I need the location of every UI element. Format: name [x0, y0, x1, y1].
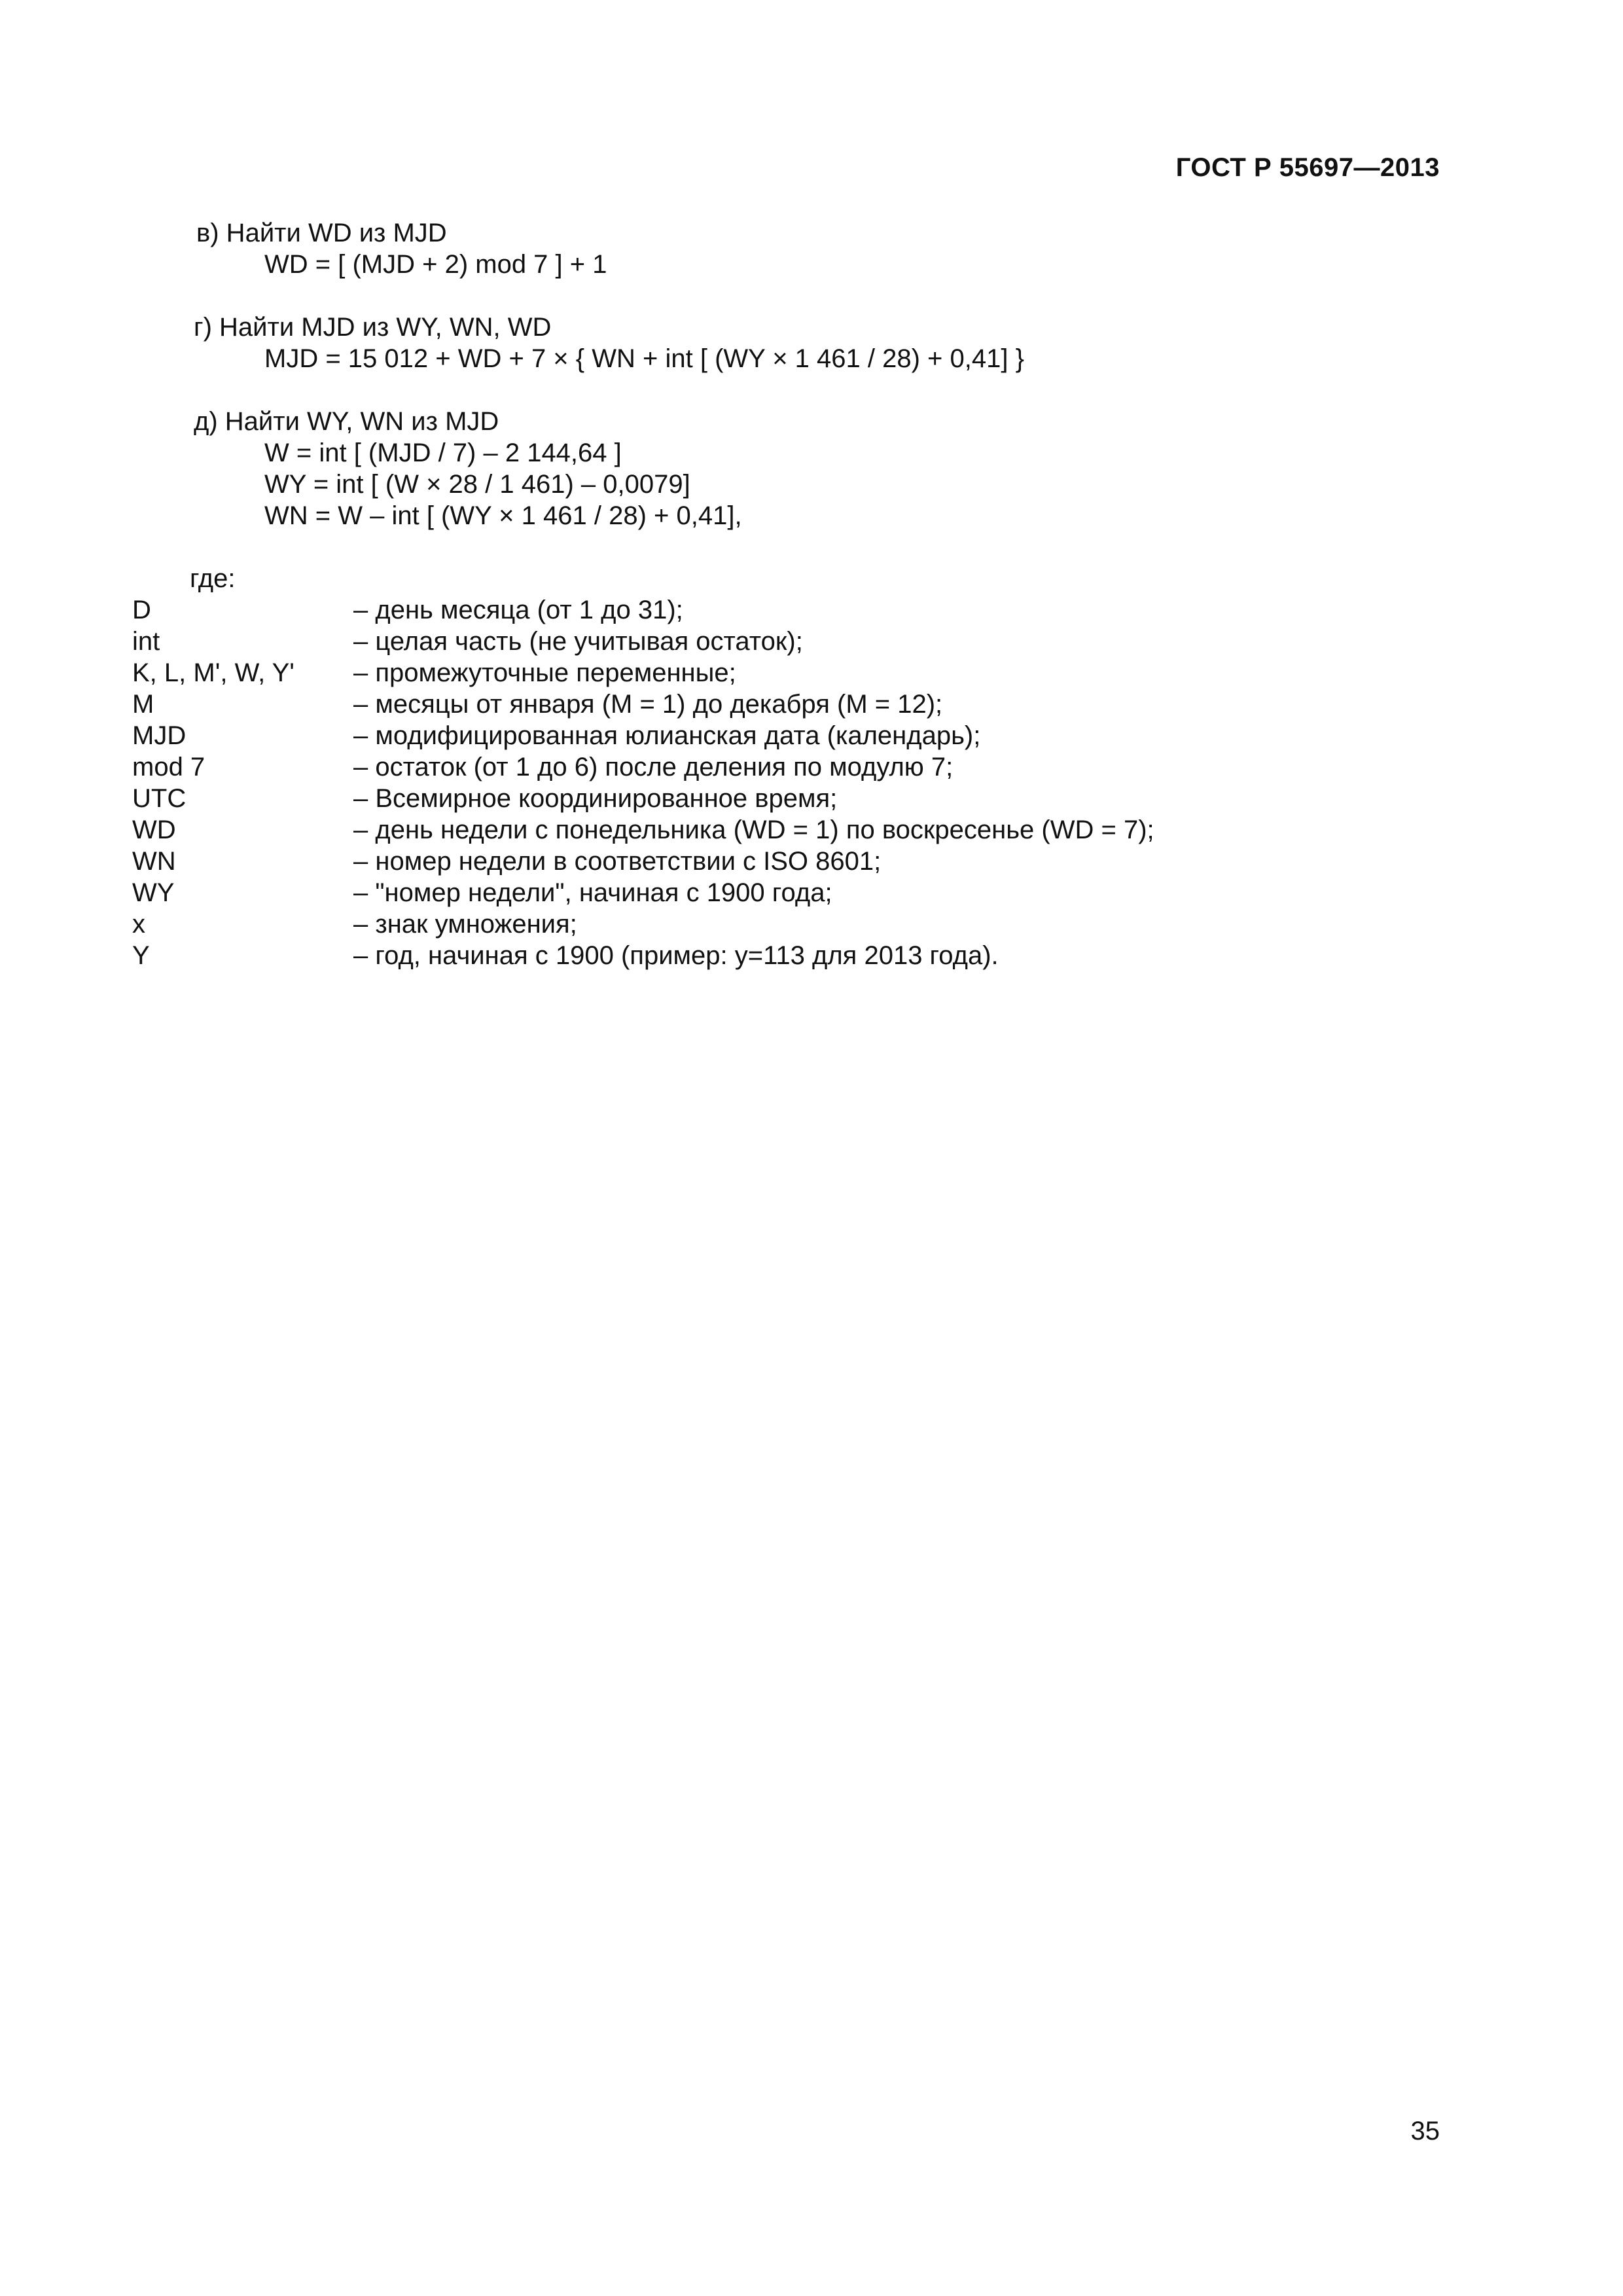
formula-w: W = int [ (MJD / 7) – 2 144,64 ] — [264, 439, 622, 467]
definition-term: UTC — [132, 784, 187, 813]
definition-desc: – Всемирное координированное время; — [353, 784, 838, 813]
definition-desc: – целая часть (не учитывая остаток); — [353, 627, 803, 656]
definition-desc: – день месяца (от 1 до 31); — [353, 596, 683, 624]
section-title-v: в) Найти WD из MJD — [196, 219, 447, 247]
formula-wd: WD = [ (MJD + 2) mod 7 ] + 1 — [264, 250, 607, 279]
definition-term: int — [132, 627, 160, 656]
definition-desc: – модифицированная юлианская дата (календарь); — [353, 721, 981, 750]
definition-desc: – год, начиная с 1900 (пример: y=113 для 2013 года). — [353, 941, 999, 970]
definition-desc: – день недели с понедельника (WD = 1) по воскресенье (WD = 7); — [353, 816, 1154, 844]
definition-term: D — [132, 596, 151, 624]
page-number: 35 — [1410, 2117, 1440, 2145]
definition-desc: – промежуточные переменные; — [353, 658, 736, 687]
definition-term: WN — [132, 847, 176, 876]
definition-term: WY — [132, 878, 175, 907]
definition-desc: – знак умножения; — [353, 910, 577, 939]
definition-term: WD — [132, 816, 176, 844]
definition-term: mod 7 — [132, 753, 205, 781]
formula-mjd: MJD = 15 012 + WD + 7 × { WN + int [ (WY × 1 461 / 28) + 0,41] } — [264, 344, 1024, 373]
formula-wn: WN = W – int [ (WY × 1 461 / 28) + 0,41], — [264, 501, 742, 530]
definition-term: x — [132, 910, 145, 939]
definition-term: K, L, M', W, Y' — [132, 658, 294, 687]
where-label: где: — [190, 564, 236, 593]
formula-wy: WY = int [ (W × 28 / 1 461) – 0,0079] — [264, 470, 690, 499]
definition-term: M — [132, 690, 154, 719]
section-title-g: г) Найти MJD из WY, WN, WD — [194, 313, 552, 342]
definition-term: Y — [132, 941, 150, 970]
definition-desc: – "номер недели", начиная с 1900 года; — [353, 878, 832, 907]
definition-term: MJD — [132, 721, 187, 750]
definition-desc: – месяцы от января (M = 1) до декабря (M = 12); — [353, 690, 943, 719]
document-number: ГОСТ Р 55697—2013 — [1175, 153, 1440, 182]
definition-desc: – номер недели в соответствии с ISO 8601; — [353, 847, 882, 876]
section-title-d: д) Найти WY, WN из MJD — [194, 407, 499, 436]
definition-desc: – остаток (от 1 до 6) после деления по модулю 7; — [353, 753, 954, 781]
